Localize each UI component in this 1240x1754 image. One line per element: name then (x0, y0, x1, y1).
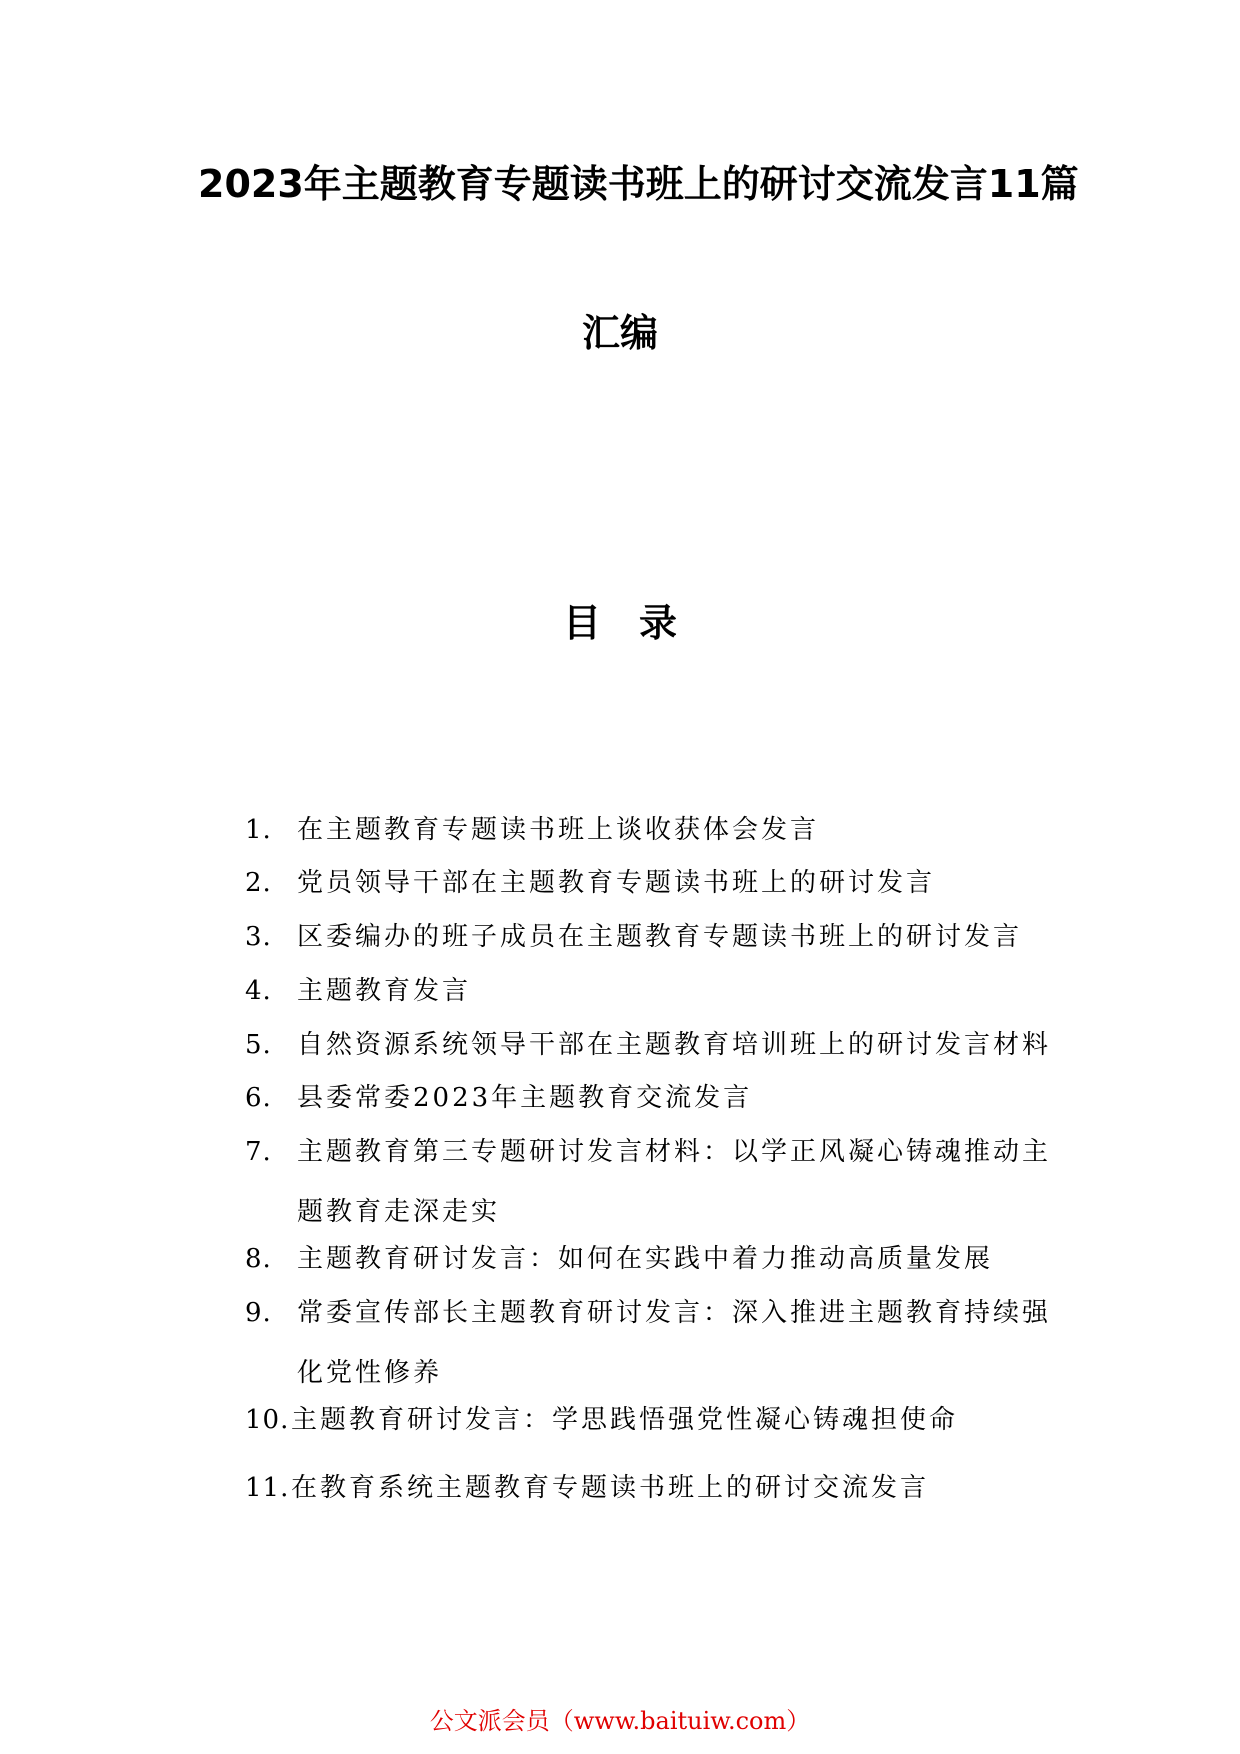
toc-item-title: 县委常委2023年主题教育交流发言 (297, 1083, 753, 1113)
toc-item-number: 6. (245, 1083, 272, 1113)
toc-item (245, 1458, 1075, 1518)
toc-heading: 目 录 (562, 601, 677, 645)
toc-item-number: 5. (245, 1030, 272, 1060)
toc-item-number: 7. (245, 1137, 272, 1167)
toc-item-number: 11. (245, 1473, 290, 1503)
toc-item-title: 在主题教育专题读书班上谈收获体会发言 (297, 815, 820, 845)
document-title: 2023年主题教育专题读书班上的研讨交流发言11篇 (198, 162, 1079, 206)
toc-item (245, 907, 1075, 967)
footer-watermark: 公文派会员（www.baituiw.com） (429, 1707, 811, 1735)
toc-item-number: 4. (245, 976, 272, 1006)
toc-item (245, 1122, 1075, 1242)
toc-item-title: 主题教育发言 (297, 976, 472, 1006)
toc-item (245, 1283, 1075, 1403)
toc-item-title: 主题教育第三专题研讨发言材料：以学正风凝心铸魂推动主题教育走深走实 (297, 1137, 1052, 1227)
toc-item-title: 自然资源系统领导干部在主题教育培训班上的研讨发言材料 (297, 1030, 1052, 1060)
toc-item-number: 3. (245, 922, 272, 952)
toc-item-title: 主题教育研讨发言：学思践悟强党性凝心铸魂担使命 (291, 1405, 959, 1435)
toc-item-number: 10. (245, 1405, 290, 1435)
toc-item (245, 1229, 1075, 1289)
toc-item (245, 800, 1075, 860)
toc-item (245, 1068, 1075, 1128)
toc-item-number: 9. (245, 1298, 272, 1328)
toc-item-number: 2. (245, 868, 272, 898)
toc-item-title: 党员领导干部在主题教育专题读书班上的研讨发言 (297, 868, 936, 898)
toc-item-number: 1. (245, 815, 272, 845)
toc-item-title: 常委宣传部长主题教育研讨发言：深入推进主题教育持续强化党性修养 (297, 1298, 1052, 1388)
document-subtitle: 汇编 (581, 311, 658, 355)
toc-item-title: 主题教育研讨发言：如何在实践中着力推动高质量发展 (297, 1244, 994, 1274)
toc-item (245, 1015, 1075, 1075)
toc-item-title: 区委编办的班子成员在主题教育专题读书班上的研讨发言 (297, 922, 1023, 952)
toc-item-number: 8. (245, 1244, 272, 1274)
toc-item-title: 在教育系统主题教育专题读书班上的研讨交流发言 (291, 1473, 930, 1503)
toc-item (245, 853, 1075, 913)
toc-item (245, 1390, 1075, 1450)
toc-item (245, 961, 1075, 1021)
